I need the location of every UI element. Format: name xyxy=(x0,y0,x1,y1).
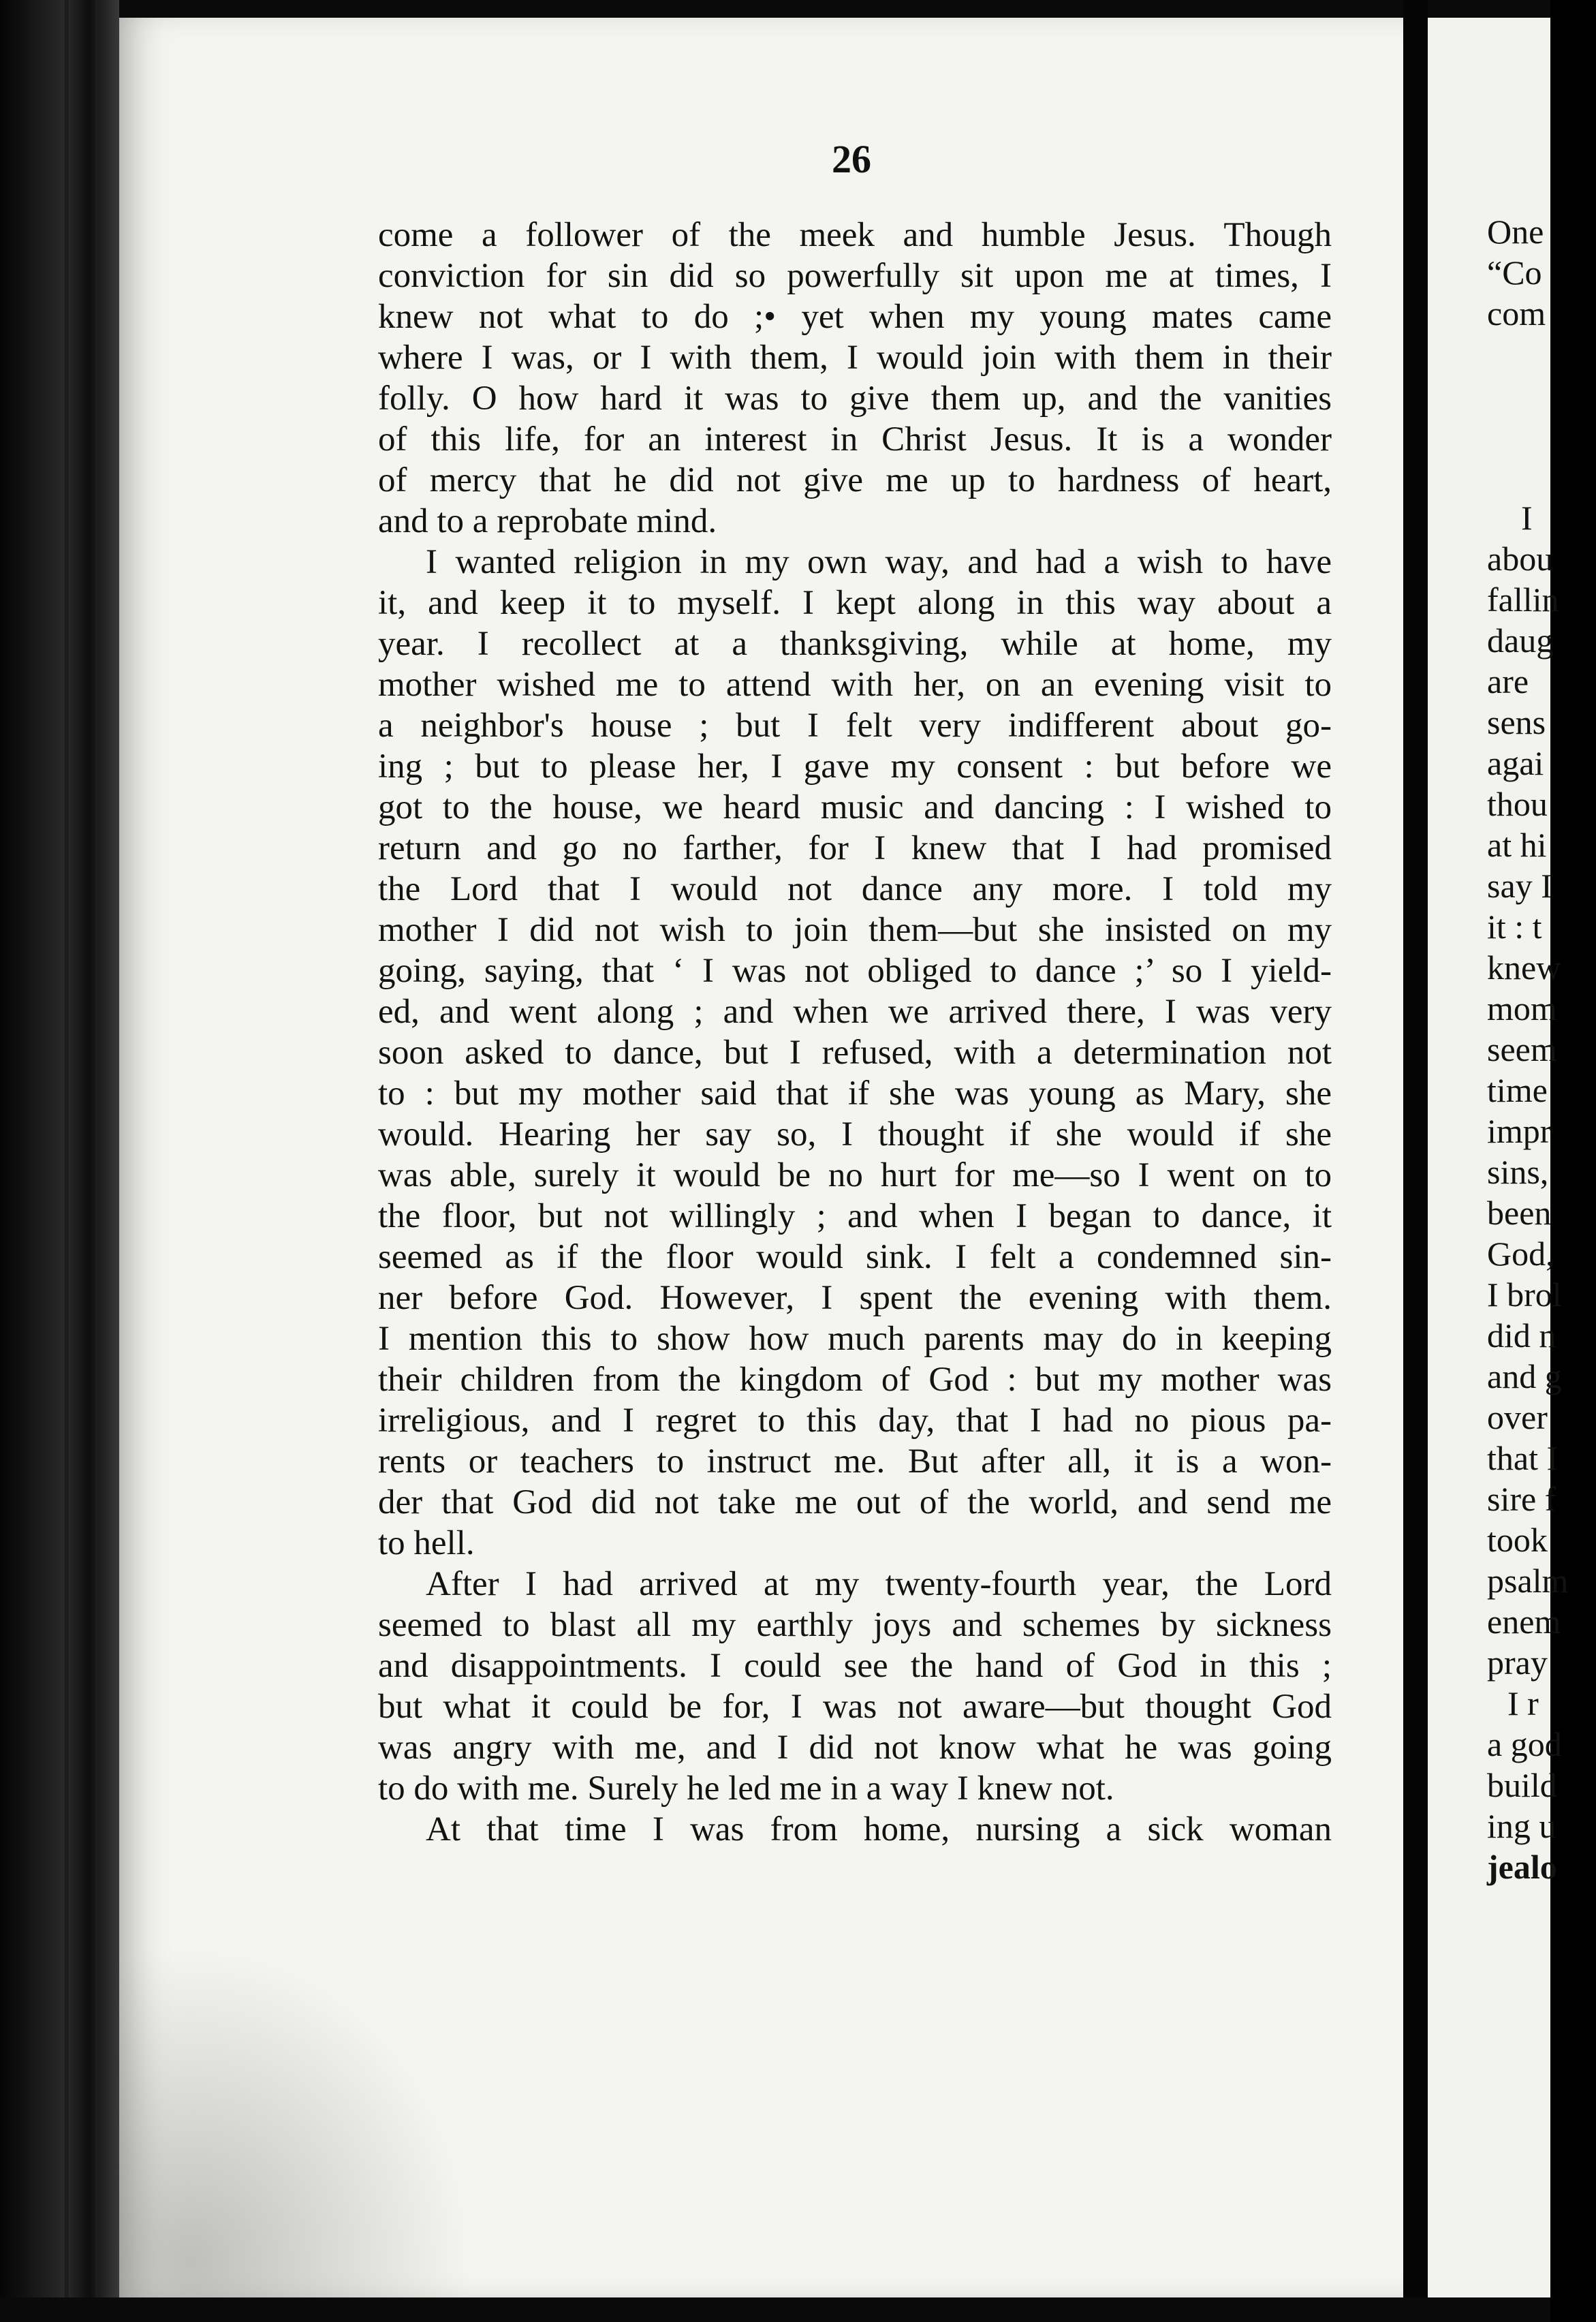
facing-fragment: sens xyxy=(1487,703,1546,741)
facing-fragment: pray xyxy=(1487,1643,1548,1682)
book-gutter xyxy=(0,0,119,2322)
text-line-indented: After I had arrived at my twenty-fourth year, the Lord xyxy=(426,1565,1332,1603)
facing-fragment: sire f xyxy=(1487,1480,1556,1518)
scan-top-edge xyxy=(0,0,1550,18)
facing-fragment: sins, xyxy=(1487,1153,1549,1191)
text-line: of mercy that he did not give me up to hardness of heart, xyxy=(378,461,1332,499)
text-line-indented: I wanted religion in my own way, and had a wish to have xyxy=(426,543,1332,581)
text-line: their children from the kingdom of God : but my mother was xyxy=(378,1361,1332,1399)
page-number: 26 xyxy=(832,137,871,181)
facing-fragment: that I xyxy=(1487,1439,1559,1477)
text-line: ed, and went along ; and when we arrived there, I was very xyxy=(378,993,1332,1031)
text-line: to hell. xyxy=(378,1524,475,1562)
scan-bottom-edge xyxy=(0,2297,1550,2322)
text-line: and disappointments. I could see the hand of God in this ; xyxy=(378,1647,1332,1685)
facing-fragment: time xyxy=(1487,1071,1548,1109)
facing-fragment: and g xyxy=(1487,1357,1562,1395)
text-line: ner before God. However, I spent the evening with them. xyxy=(378,1279,1332,1317)
facing-fragment: One xyxy=(1487,213,1544,251)
facing-fragment: daug xyxy=(1487,621,1554,660)
facing-fragment: a god xyxy=(1487,1725,1562,1763)
facing-fragment: at hi xyxy=(1487,826,1547,864)
text-line: seemed to blast all my earthly joys and schemes by sickness xyxy=(378,1606,1332,1644)
facing-fragment: enem xyxy=(1487,1603,1561,1641)
text-line: der that God did not take me out of the world, and send me xyxy=(378,1483,1332,1521)
text-line: to : but my mother said that if she was young as Mary, she xyxy=(378,1074,1332,1113)
text-line: irreligious, and I regret to this day, that I had no pious pa- xyxy=(378,1402,1332,1440)
facing-fragment: agai xyxy=(1487,744,1544,782)
text-line: rents or teachers to instruct me. But after all, it is a won- xyxy=(378,1442,1332,1481)
text-line: it, and keep it to myself. I kept along in this way about a xyxy=(378,584,1332,622)
facing-fragment: over xyxy=(1487,1398,1548,1436)
text-line: mother I did not wish to join them—but she insisted on my xyxy=(378,911,1332,949)
facing-fragment: jealo xyxy=(1487,1848,1557,1886)
facing-fragment: I r xyxy=(1507,1684,1539,1722)
text-line: was able, surely it would be no hurt for me—so I went on to xyxy=(378,1156,1332,1194)
text-line: was angry with me, and I did not know what he was going xyxy=(378,1729,1332,1767)
facing-fragment: knew xyxy=(1487,948,1561,987)
page-stain xyxy=(119,1943,473,2297)
facing-fragment: impr xyxy=(1487,1112,1552,1150)
facing-fragment: build xyxy=(1487,1766,1557,1804)
facing-fragment: seem xyxy=(1487,1030,1557,1068)
facing-fragment: thou xyxy=(1487,785,1548,823)
page-body-text xyxy=(378,215,1332,1850)
facing-fragment: psalm xyxy=(1487,1562,1569,1600)
facing-fragment: I brol xyxy=(1487,1275,1562,1314)
text-line: where I was, or I with them, I would join with them in their xyxy=(378,339,1332,377)
text-line: the Lord that I would not dance any more. I told my xyxy=(378,870,1332,908)
spine-line xyxy=(65,0,69,2322)
text-line: conviction for sin did so powerfully sit upon me at times, I xyxy=(378,257,1332,295)
text-line: going, saying, that ‘ I was not obliged to dance ;’ so I yield- xyxy=(378,952,1332,990)
facing-fragment: are xyxy=(1487,662,1529,700)
spine-line xyxy=(95,0,99,2322)
facing-fragment: fallin xyxy=(1487,580,1559,619)
text-line: year. I recollect at a thanksgiving, while at home, my xyxy=(378,625,1332,663)
facing-fragment: say I xyxy=(1487,867,1552,905)
text-line: to do with me. Surely he led me in a way I knew not. xyxy=(378,1769,1114,1808)
facing-fragment: it : t xyxy=(1487,908,1542,946)
text-line: seemed as if the floor would sink. I felt a condemned sin- xyxy=(378,1238,1332,1276)
facing-fragment: abou xyxy=(1487,540,1554,578)
text-line: and to a reprobate mind. xyxy=(378,502,717,540)
text-line: soon asked to dance, but I refused, with a determination not xyxy=(378,1034,1332,1072)
text-line: of this life, for an interest in Christ Jesus. It is a wonder xyxy=(378,420,1332,459)
facing-fragment: I xyxy=(1521,499,1533,537)
text-line: but what it could be for, I was not aware—but thought God xyxy=(378,1688,1332,1726)
facing-fragment: God, xyxy=(1487,1235,1554,1273)
text-line: got to the house, we heard music and dancing : I wished to xyxy=(378,788,1332,826)
facing-page-text xyxy=(1487,211,1596,1887)
facing-fragment: ing u xyxy=(1487,1807,1556,1845)
text-line-indented: At that time I was from home, nursing a sick woman xyxy=(426,1810,1332,1848)
text-line: I mention this to show how much parents may do in keeping xyxy=(378,1320,1332,1358)
text-line: the floor, but not willingly ; and when I began to dance, it xyxy=(378,1197,1332,1235)
page-divider xyxy=(1403,0,1428,2322)
facing-fragment: mom xyxy=(1487,989,1557,1027)
text-line: knew not what to do ;• yet when my young mates came xyxy=(378,298,1332,336)
text-line: would. Hearing her say so, I thought if she would if she xyxy=(378,1115,1332,1154)
text-line: ing ; but to please her, I gave my consent : but before we xyxy=(378,747,1332,786)
text-line: return and go no farther, for I knew that I had promised xyxy=(378,829,1332,867)
facing-fragment: been xyxy=(1487,1194,1552,1232)
facing-fragment: com xyxy=(1487,294,1546,332)
facing-fragment: did n xyxy=(1487,1316,1556,1354)
text-line: come a follower of the meek and humble Jesus. Though xyxy=(378,216,1332,254)
text-line: mother wished me to attend with her, on an evening visit to xyxy=(378,666,1332,704)
text-line: folly. O how hard it was to give them up, and the vanities xyxy=(378,380,1332,418)
facing-fragment: “Co xyxy=(1487,253,1542,292)
facing-fragment: took xyxy=(1487,1521,1548,1559)
text-line: a neighbor's house ; but I felt very indifferent about go- xyxy=(378,707,1332,745)
